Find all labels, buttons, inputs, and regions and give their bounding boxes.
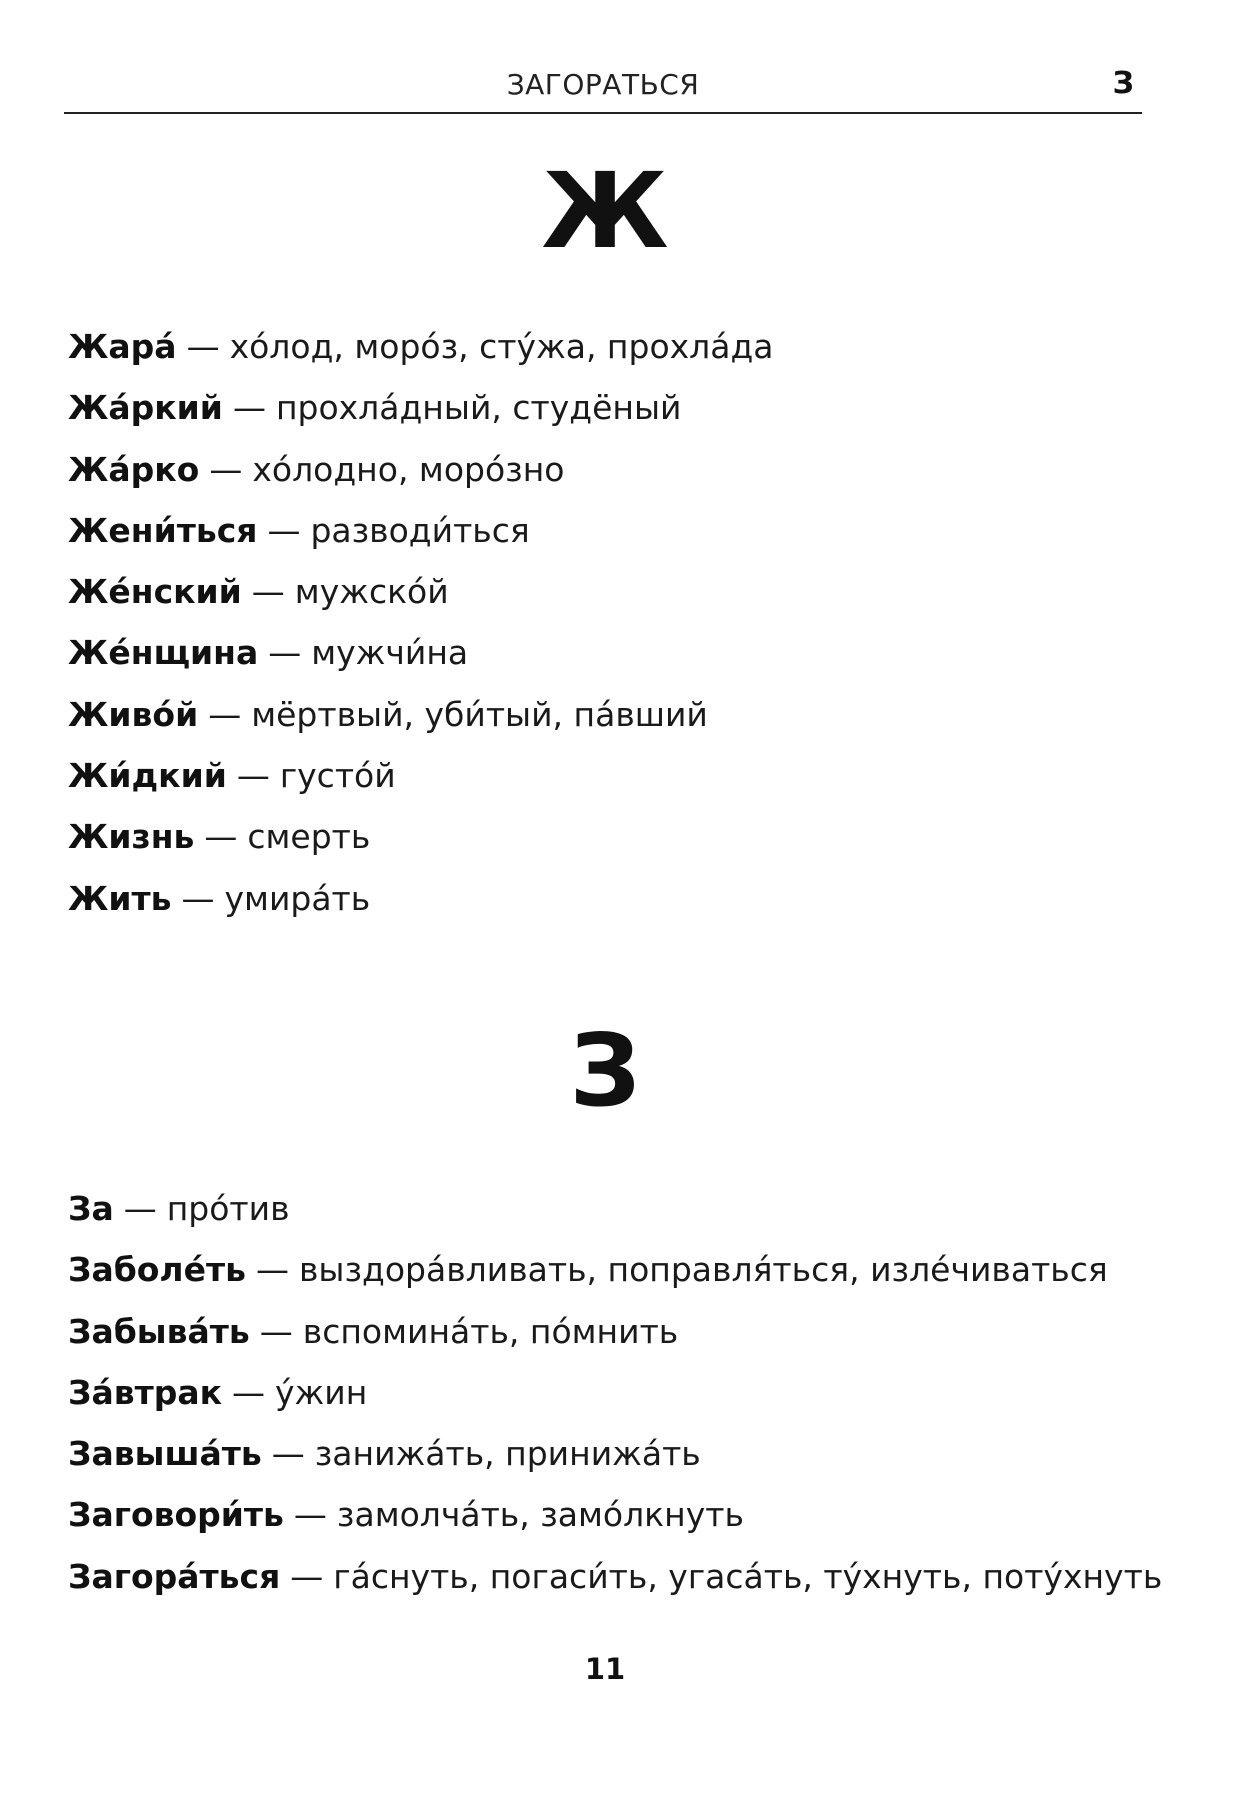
entry-zavyshat [68,1423,1162,1484]
entry-zhenskiy [68,561,774,622]
dash: — [251,572,285,612]
headword: Заговори́ть [68,1495,284,1535]
entry-zhidkiy [68,745,774,806]
headword: Жизнь [68,817,195,857]
antonyms: замолча́ть, замо́лкнуть [336,1495,744,1535]
entry-zhenitsya [68,500,774,561]
entry-zagovorit [68,1484,1162,1545]
entry-zhizn [68,806,774,867]
entry-list-z [68,1178,1162,1607]
dash: — [186,327,220,366]
section-letter-zh: Ж [541,150,669,272]
antonyms: умира́ть [224,878,371,918]
entry-zhivoy [68,684,774,745]
entry-zagoratsya [68,1546,1162,1607]
headword: Забыва́ть [68,1311,250,1351]
dash: — [259,1311,293,1351]
headword: Завыша́ть [68,1434,262,1474]
entry-zharko [68,439,774,500]
entry-list-zh [68,316,774,929]
antonyms: мужчи́на [311,633,469,673]
entry-za [68,1178,1162,1239]
antonyms: мужско́й [294,572,449,612]
running-letter: З [1112,66,1134,101]
headword: Же́нский [68,572,242,612]
antonyms: хо́лодно, моро́зно [252,449,565,489]
headword: Жа́ркий [68,388,223,428]
dash: — [268,633,302,673]
headword: За́втрак [68,1372,223,1412]
antonyms: смерть [247,817,371,857]
entry-zhenshchina [68,622,774,683]
headword: Жить [68,878,172,918]
antonyms: прохла́дный, студёный [275,388,682,428]
page-number: 11 [584,1652,626,1686]
antonyms: разводи́ться [310,510,530,550]
entry-zabolet [68,1239,1162,1300]
dash: — [232,388,266,428]
entry-zhit [68,868,774,929]
dash: — [209,449,243,489]
headword: Же́нщина [68,633,259,673]
dash: — [208,694,242,734]
antonyms: га́снуть, погаси́ть, угаса́ть, ту́хнуть, поту́хнуть [333,1556,1163,1596]
entry-zabyvat [68,1301,1162,1362]
antonyms: про́тив [166,1189,290,1228]
antonyms: густо́й [279,756,396,796]
antonyms: у́жин [275,1372,368,1412]
entry-zharkiy [68,377,774,438]
headword: Жени́ться [68,510,258,550]
entry-zhara [68,316,774,377]
antonyms: хо́лод, моро́з, сту́жа, прохла́да [229,327,774,366]
dash: — [181,878,215,918]
antonyms: вспомина́ть, по́мнить [302,1311,679,1351]
dash: — [293,1495,327,1535]
dash: — [290,1556,324,1596]
headword: За [68,1189,114,1228]
section-letter-z: З [569,1012,641,1129]
headword: Загора́ться [68,1556,281,1596]
headword: Жара́ [68,327,177,366]
antonyms: выздора́вливать, поправля́ться, изле́чиваться [298,1250,1108,1290]
dash: — [271,1434,305,1474]
antonyms: мёртвый, уби́тый, па́вший [251,694,708,734]
dash: — [267,510,301,550]
running-title: ЗАГОРАТЬСЯ [506,68,700,101]
dash: — [255,1250,289,1290]
dash: — [204,817,238,857]
dash: — [236,756,270,796]
headword: Живо́й [68,694,199,734]
running-head [64,60,1142,114]
headword: Заболе́ть [68,1250,246,1290]
headword: Жи́дкий [68,756,227,796]
antonyms: занижа́ть, принижа́ть [314,1434,701,1474]
entry-zavtrak [68,1362,1162,1423]
dash: — [123,1189,157,1228]
headword: Жа́рко [68,449,200,489]
dash: — [232,1372,266,1412]
